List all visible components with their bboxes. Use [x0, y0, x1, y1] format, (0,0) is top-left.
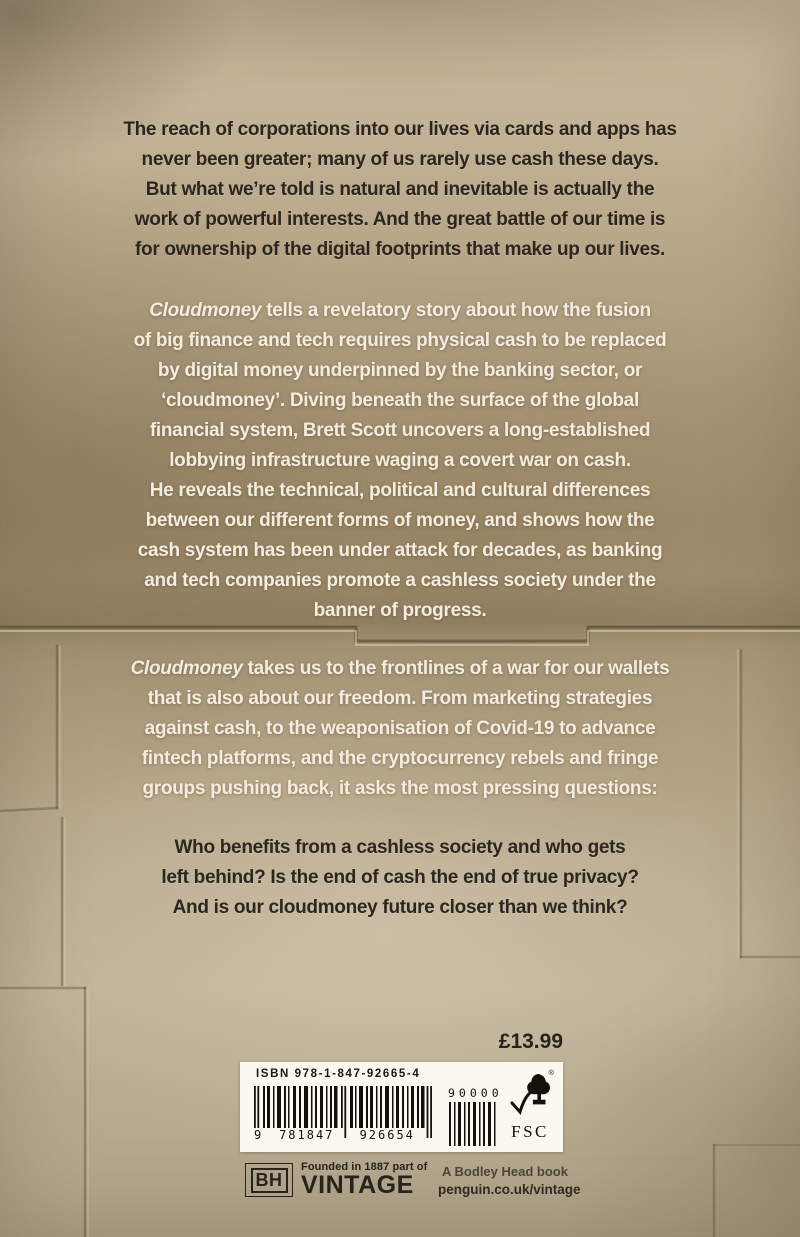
fsc-tree-icon: [508, 1070, 552, 1116]
imprint-bodley-head-text: A Bodley Head book: [442, 1164, 568, 1179]
vintage-wordmark: VINTAGE: [301, 1171, 414, 1199]
isbn-label: ISBN 978-1-847-92665-4: [256, 1068, 421, 1080]
blurb-line: Who benefits from a cashless society and who gets: [174, 837, 626, 858]
blurb-line: and tech companies promote a cashless society under the: [144, 570, 656, 591]
blurb-line: The reach of corporations into our lives via cards and apps has: [123, 119, 677, 140]
ean-barcode: [254, 1086, 432, 1146]
blurb-line: against cash, to the weaponisation of Covid-19 to advance: [144, 718, 656, 739]
blurb-line: of big finance and tech requires physical cash to be replaced: [133, 330, 667, 351]
imprint-url: penguin.co.uk/vintage: [438, 1182, 581, 1197]
isbn-barcode-panel: [240, 1062, 563, 1152]
blurb-paragraph-war: [0, 654, 800, 804]
fsc-label: FSC: [511, 1122, 549, 1141]
blurb-line: financial system, Brett Scott uncovers a long-established: [149, 420, 651, 441]
blurb-line: lobbying infrastructure waging a covert war on cash.: [169, 450, 631, 471]
blurb-line: that is also about our freedom. From marketing strategies: [147, 688, 653, 709]
blurb-line: never been greater; many of us rarely use cash these days.: [141, 149, 659, 170]
price-label: £13.99: [498, 1030, 563, 1053]
blurb-line: between our different forms of money, and shows how the: [145, 510, 655, 531]
blurb-line: by digital money underpinned by the banking sector, or: [157, 360, 643, 381]
blurb-line: left behind? Is the end of cash the end of true privacy?: [161, 867, 639, 888]
blurb-line: He reveals the technical, political and cultural differences: [149, 480, 651, 501]
blurb-line: work of powerful interests. And the great battle of our time is: [134, 209, 666, 230]
imprint-block: [438, 1164, 581, 1197]
barcode-digits: 9 781847 926654: [254, 1128, 432, 1142]
registered-mark: ®: [548, 1068, 554, 1077]
blurb-line: banner of progress.: [313, 600, 487, 621]
blurb-paragraph-intro: [0, 115, 800, 265]
blurb-line: Cloudmoney takes us to the frontlines of a war for our wallets: [130, 658, 670, 679]
fsc-logo: [504, 1070, 556, 1142]
blurb-line: ‘cloudmoney’. Diving beneath the surface of the global: [161, 390, 639, 411]
book-title-italic: Cloudmoney: [130, 658, 243, 679]
bodley-head-logo: [245, 1163, 293, 1197]
vintage-logo: [301, 1161, 427, 1200]
addon-barcode: [448, 1086, 503, 1146]
blurb-line: fintech platforms, and the cryptocurrency rebels and fringe: [141, 748, 659, 769]
blurb-line: Cloudmoney tells a revelatory story about how the fusion: [149, 300, 651, 321]
blurb-line: But what we’re told is natural and inevitable is actually the: [145, 179, 655, 200]
bodley-head-logo-letters: BH: [251, 1168, 288, 1193]
blurb-line: for ownership of the digital footprints that make up our lives.: [134, 239, 666, 260]
vintage-founded-text: Founded in 1887 part of: [301, 1161, 428, 1173]
addon-bars-icon: [448, 1102, 500, 1146]
blurb-line: cash system has been under attack for decades, as banking: [137, 540, 663, 561]
addon-digits: 90000: [448, 1086, 503, 1100]
blurb-line: groups pushing back, it asks the most pressing questions:: [142, 778, 658, 799]
blurb-paragraph-main: [0, 296, 800, 626]
blurb-line: And is our cloudmoney future closer than we think?: [172, 897, 628, 918]
book-title-italic: Cloudmoney: [149, 300, 262, 321]
blurb-paragraph-questions: [0, 833, 800, 923]
